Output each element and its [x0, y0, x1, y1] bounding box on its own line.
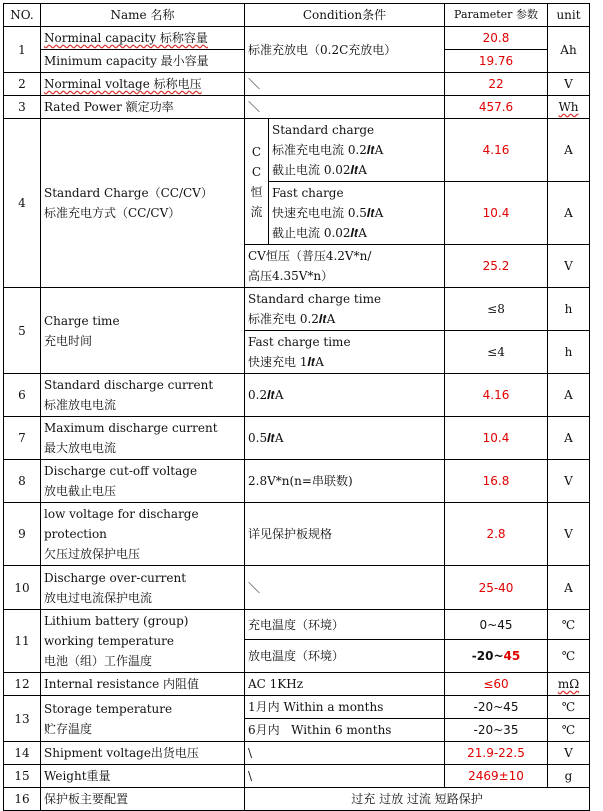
item-name: 保护板主要配置 [41, 788, 245, 811]
item-name-en: Standard discharge current [44, 378, 214, 392]
header-parameter: Parameter 参数 [445, 4, 548, 27]
condition-cn: 快速充电 1𝑰𝒕A [248, 355, 324, 369]
condition-cell [245, 245, 445, 288]
item-name-cn: 放电截止电压 [44, 484, 117, 498]
table-row [4, 27, 590, 50]
item-name: Rated Power 额定功率 [41, 96, 245, 119]
parameter-value: 25-40 [445, 566, 548, 610]
header-condition: Condition条件 [245, 4, 445, 27]
condition-en: Standard charge [272, 123, 375, 137]
condition-cutoff: 截止电流 0.02𝑰𝒕A [272, 163, 367, 177]
unit-cell: V [548, 460, 590, 503]
table-row [4, 288, 590, 331]
row-number: 12 [4, 673, 41, 696]
unit-cell: V [548, 73, 590, 96]
table-row [4, 460, 590, 503]
table-row [4, 673, 590, 696]
condition-cell [269, 119, 445, 182]
row-number: 1 [4, 27, 41, 73]
condition-line: CV恒压（普压4.2V*n/ [248, 249, 372, 263]
row-number: 5 [4, 288, 41, 374]
item-name: Minimum capacity 最小容量 [41, 50, 245, 73]
item-name-cn: 标准充电方式（CC/CV） [44, 206, 181, 220]
cc-label-char: C [251, 144, 262, 159]
table-row [4, 119, 590, 182]
condition-cell: 标准充放电（0.2C充放电） [245, 27, 445, 73]
item-name-en: Charge time [44, 313, 120, 328]
unit-cell: V [548, 503, 590, 566]
unit-cell: V [548, 245, 590, 288]
parameter-value: 10.4 [445, 417, 548, 460]
unit-text: Wh [558, 100, 579, 114]
item-name-en: Maximum discharge current [44, 421, 218, 435]
item-name-en: Standard Charge（CC/CV） [44, 186, 213, 200]
unit-cell: h [548, 288, 590, 331]
table-row [4, 73, 590, 96]
parameter-value: ≤4 [445, 331, 548, 374]
item-name-cn: 充电时间 [44, 333, 93, 348]
item-name-cn: 欠压过放保护电压 [44, 547, 141, 561]
condition-cn: 标准充电 0.2𝑰𝒕A [248, 312, 336, 326]
unit-cell: ℃ [548, 696, 590, 719]
parameter-value: 4.16 [445, 119, 548, 182]
condition-cell: 详见保护板规格 [245, 503, 445, 566]
item-name-en: low voltage for discharge [44, 507, 199, 521]
unit-cell: ℃ [548, 640, 590, 673]
condition-en: Fast charge [272, 186, 344, 200]
unit-cell: Ah [548, 27, 590, 73]
row-number: 6 [4, 374, 41, 417]
condition-cell: \ [245, 742, 445, 765]
item-name-en: protection [44, 527, 107, 541]
item-name [41, 696, 245, 742]
item-name-en: Lithium battery (group) [44, 614, 189, 628]
spec-sheet [3, 3, 589, 806]
cc-label [245, 119, 269, 245]
parameter-value: 10.4 [445, 182, 548, 245]
table-row [4, 374, 590, 417]
item-name-en: Discharge cut-off voltage [44, 464, 198, 478]
battery-spec-table [3, 3, 590, 811]
condition-en: Fast charge time [248, 335, 351, 349]
row-number: 15 [4, 765, 41, 788]
row-number: 13 [4, 696, 41, 742]
cc-label-char: 恒 [250, 184, 263, 199]
table-row [4, 765, 590, 788]
condition-cell: 0.5𝑰𝒕A [245, 417, 445, 460]
item-name [41, 374, 245, 417]
unit-cell: A [548, 119, 590, 182]
parameter-value: 4.16 [445, 374, 548, 417]
parameter-value: -20~35 [445, 719, 548, 742]
header-no: NO. [4, 4, 41, 27]
row-number: 11 [4, 610, 41, 673]
condition-cn: 快速充电电流 0.5𝑰𝒕A [272, 206, 384, 220]
parameter-value: 457.6 [445, 96, 548, 119]
table-row [4, 417, 590, 460]
item-name [41, 119, 245, 288]
condition-cell: AC 1KHz [245, 673, 445, 696]
parameter-value: -20~45 [445, 696, 548, 719]
unit-cell: g [548, 765, 590, 788]
item-name-cn: 贮存温度 [44, 721, 93, 736]
unit-cell: ℃ [548, 610, 590, 640]
parameter-value: 2.8 [445, 503, 548, 566]
item-name-cn: 最大放电电流 [44, 441, 117, 455]
condition-en: Standard charge time [248, 292, 382, 306]
item-name-cn: 放电过电流保护电流 [44, 590, 153, 605]
cc-label-char: C [251, 164, 262, 179]
row-number: 8 [4, 460, 41, 503]
unit-cell: h [548, 331, 590, 374]
unit-cell: ℃ [548, 719, 590, 742]
header-name: Name 名称 [41, 4, 245, 27]
unit-cell: A [548, 566, 590, 610]
item-name-en: working temperature [44, 634, 174, 648]
item-name [41, 503, 245, 566]
item-name-text: Norminal voltage 标称电压 [44, 77, 202, 91]
unit-cell [548, 673, 590, 696]
parameter-value: 2469±10 [445, 765, 548, 788]
condition-cell [269, 182, 445, 245]
table-row [4, 96, 590, 119]
condition-cutoff: 截止电流 0.02𝑰𝒕A [272, 226, 367, 240]
item-name [41, 288, 245, 374]
parameter-value: ≤8 [445, 288, 548, 331]
condition-cell: ＼ [245, 96, 445, 119]
item-name [41, 566, 245, 610]
value-part: -20~ [471, 649, 504, 664]
parameter-value: 20.8 [445, 27, 548, 50]
row-number: 3 [4, 96, 41, 119]
parameter-value: 25.2 [445, 245, 548, 288]
row-number: 16 [4, 788, 41, 811]
item-name [41, 27, 245, 50]
item-name: Weight重量 [41, 765, 245, 788]
condition-cell: 1月内 Within a months [245, 696, 445, 719]
item-name: Internal resistance 内阻值 [41, 673, 245, 696]
condition-cell: 0.2𝑰𝒕A [245, 374, 445, 417]
condition-cell [245, 288, 445, 331]
unit-cell: A [548, 417, 590, 460]
item-name-cn: 电池（组）工作温度 [44, 654, 153, 668]
condition-cell: 6月内 Within 6 months [245, 719, 445, 742]
condition-cell [245, 331, 445, 374]
item-name [41, 610, 245, 673]
item-name-text: Norminal capacity 标称容量 [44, 31, 208, 45]
condition-cell: ＼ [245, 566, 445, 610]
parameter-value: 21.9-22.5 [445, 742, 548, 765]
item-name [41, 73, 245, 96]
row-number: 14 [4, 742, 41, 765]
condition-cell: 放电温度（环境） [245, 640, 445, 673]
item-name-en: Storage temperature [44, 701, 173, 716]
unit-text: mΩ [557, 677, 580, 691]
table-row [4, 696, 590, 719]
row-number: 7 [4, 417, 41, 460]
item-name-cn: 标准放电电流 [44, 398, 117, 412]
unit-cell: V [548, 742, 590, 765]
parameter-value: 22 [445, 73, 548, 96]
condition-cell: 2.8V*n(n=串联数) [245, 460, 445, 503]
unit-cell: A [548, 374, 590, 417]
row-number: 2 [4, 73, 41, 96]
table-row [4, 788, 590, 811]
table-row [4, 503, 590, 566]
condition-cell: 充电温度（环境） [245, 610, 445, 640]
condition-line: 高压4.35V*n） [248, 269, 334, 283]
item-name-en: Discharge over-current [44, 570, 187, 585]
item-name [41, 417, 245, 460]
parameter-value [445, 640, 548, 673]
item-name [41, 460, 245, 503]
parameter-value: 0~45 [445, 610, 548, 640]
unit-cell: A [548, 182, 590, 245]
cc-label-char: 流 [250, 204, 263, 219]
row-number: 4 [4, 119, 41, 288]
table-row [4, 610, 590, 640]
header-unit: unit [548, 4, 590, 27]
parameter-value: ≤60 [445, 673, 548, 696]
unit-cell [548, 96, 590, 119]
condition-cell: \ [245, 765, 445, 788]
condition-cell: ＼ [245, 73, 445, 96]
row-number: 10 [4, 566, 41, 610]
row-number: 9 [4, 503, 41, 566]
parameter-value: 16.8 [445, 460, 548, 503]
condition-cn: 标准充电电流 0.2𝑰𝒕A [272, 143, 384, 157]
item-name: Shipment voltage出货电压 [41, 742, 245, 765]
table-row [4, 742, 590, 765]
header-row [4, 4, 590, 27]
parameter-value: 19.76 [445, 50, 548, 73]
value-part-highlight: 45 [503, 649, 521, 664]
table-row [4, 566, 590, 610]
protection-config-value: 过充 过放 过流 短路保护 [245, 788, 590, 811]
